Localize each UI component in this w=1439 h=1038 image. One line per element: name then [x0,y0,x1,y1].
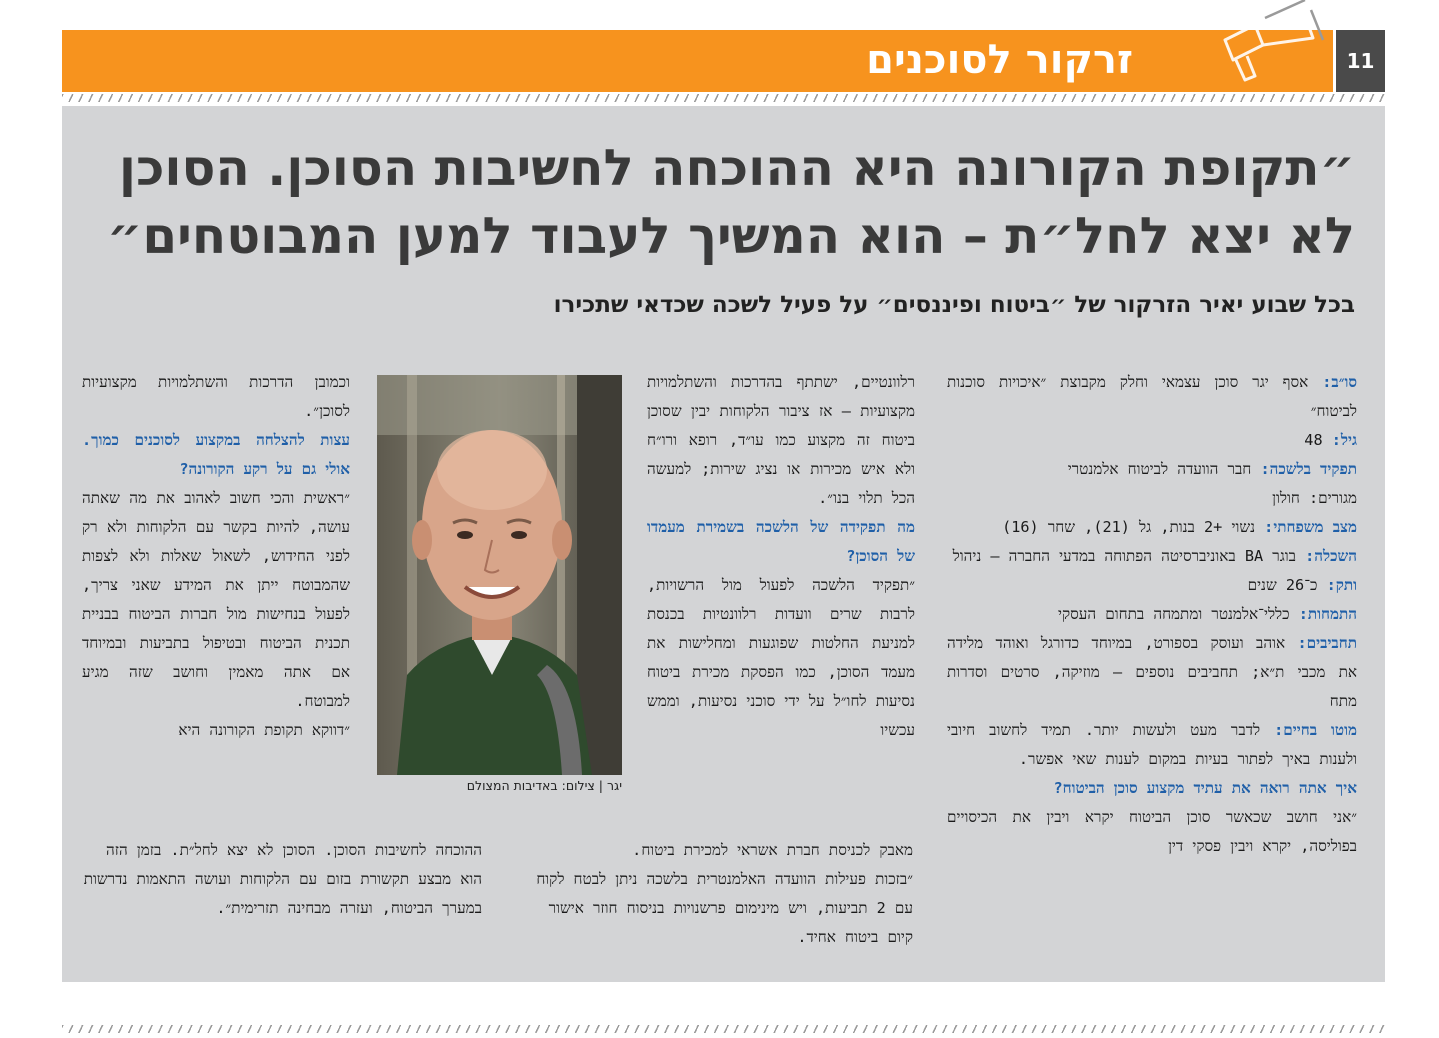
profile-age: גיל: 48 [1304,431,1357,449]
section-header-bar [62,30,1333,92]
page-number: 11 [1336,30,1385,92]
profile-hobbies: תחביבים: אוהב ועוסק בספורט, במיוחד כדורגל ואוהד מלידה את מכבי ת״א; תחביבים נוספים – מוזיקה, סרטים וסדרות מתח [947,634,1357,710]
bottom-right-text [527,836,913,952]
profile-residence: מגורים: חולון [1272,489,1357,507]
photo-caption: יגר | צילום: באדיבות המצולם [466,778,622,793]
middle-column [647,368,915,745]
headline [106,134,1355,270]
left-column [82,368,350,745]
profile-column [947,368,1357,861]
header-divider [62,94,1385,102]
portrait-illustration [377,375,622,775]
question-future: איך אתה רואה את עתיד מקצוע סוכן הביטוח? [1053,779,1357,797]
answer-corona-start: ״דווקא תקופת הקורונה היא [178,721,350,739]
answer-tips: ״ראשית והכי חשוב לאהוב את מה שאתה עושה, להיות בקשר עם הלקוחות ולא רק לפני החידוש, לשאול שאלות ולא לצפות שהמבוטח ייתן את המידע שאני צריך, לפעול בנחישות מול חברות הביטוח בבניית תכנית הביטוח ובטיפול בתביעות ובמיוחד אם אתה מאמין וחושב שזה מגיע למבוטח. [82,489,350,710]
headline-line-2: לא יצא לחל״ת – הוא המשיך לעבוד למען המבוטחים״ [106,207,1355,265]
section-title: זרקור לסוכנים [866,37,1133,83]
profile-role: תפקיד בלשכה: חבר הוועדה לביטוח אלמנטרי [1067,460,1357,478]
answer-future-cont: רלוונטיים, ישתתף בהדרכות והשתלמויות מקצועיות – אז ציבור הלקוחות יבין שסוכן ביטוח זה מקצוע כמו עו״ד, רופא ורו״ח ולא איש מכירות או נציג שירות; למעשה הכל תלוי בנו״. [647,373,915,507]
bottom-left-text [82,836,482,923]
headline-line-1: ״תקופת הקורונה היא ההוכחה לחשיבות הסוכן. הסוכן [118,139,1355,197]
left-top-text: וכמובן הדרכות והשתלמויות מקצועיות לסוכן״. [82,373,350,420]
answer-future-start: ״אני חושב שכאשר סוכן הביטוח יקרא ויבין את הכיסויים בפוליסה, יקרא ויבין פסקי דין [947,808,1357,855]
question-bureau: מה תפקידה של הלשכה בשמירת מעמדו של הסוכן? [647,518,915,565]
answer-corona-cont: ההוכחה לחשיבות הסוכן. הסוכן לא יצא לחל״ת. בזמן הזה הוא מבצע תקשורת בזום עם הלקוחות ועושה התאמות נדרשות במערך הביטוח, ועזרה מבחינה תזרימית״. [83,841,482,917]
profile-family: מצב משפחתי: נשוי +2 בנות, גל (21), שחר (16) [1002,518,1357,536]
profile-seniority: ותק: כ־26 שנים [1247,576,1357,594]
profile-motto: מוטו בחיים: לדבר מעט ולעשות יותר. תמיד לחשוב חיובי ולענות באיך לפתור בעיות במקום לענות שאי אפשר. [947,721,1357,768]
answer-bureau-end: מאבק לכניסת חברת אשראי למכירת ביטוח. [632,841,913,859]
answer-bureau-b: ״בזכות פעילות הוועדה האלמנטרית בלשכה ניתן לבטח לקוח עם 2 תביעות, ויש מינימום פרשנויות בניסוח חוזר אישור קיום ביטוח אחיד. [536,870,913,946]
footer-divider [62,1025,1385,1033]
portrait-photo [377,375,622,775]
answer-bureau: ״תפקיד הלשכה לפעול מול הרשויות, לרבות שרים וועדות רלוונטיות בכנסת למניעת החלטות שפוגעות ומחלישות את מעמד הסוכן, כמו הפסקת מכירת ביטוח נסיעות לחו״ל על ידי סוכני נסיעות, וממש עכשיו [647,576,915,739]
profile-education: השכלה: בוגר BA באוניברסיטה הפתוחה במדעי החברה – ניהול [952,547,1357,565]
article-panel [62,106,1385,982]
question-tips: עצות להצלחה במקצוע לסוכנים כמוך. אולי גם על רקע הקורונה? [82,431,350,478]
megaphone-icon [1205,0,1330,95]
subheadline: בכל שבוע יאיר הזרקור של ״ביטוח ופיננסים״ על פעיל לשכה שכדאי שתכירו [553,292,1355,318]
profile-name: סו״ב: אסף יגר סוכן עצמאי וחלק מקבוצת ״איכויות סוכנות לביטוח״ [947,373,1357,420]
profile-specialty: התמחות: כללי־אלמנטר ומתמחה בתחום העסקי [1058,605,1357,623]
